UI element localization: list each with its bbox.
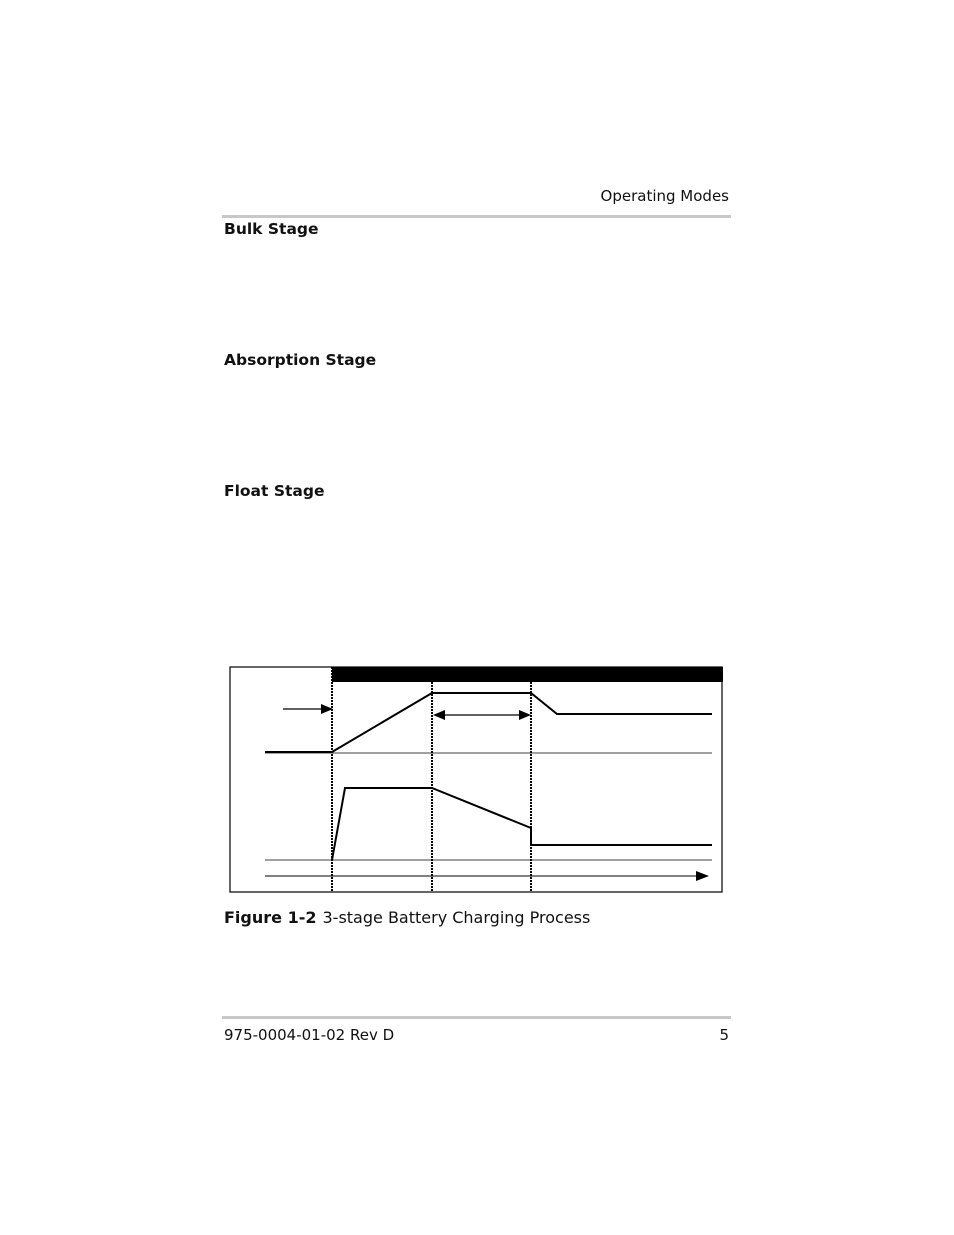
header-rule — [222, 215, 731, 218]
section-heading-absorption: Absorption Stage — [224, 351, 377, 369]
figure-caption-text: 3-stage Battery Charging Process — [322, 908, 591, 927]
stage-header-band — [332, 667, 723, 682]
time-axis-arrow-head — [696, 871, 709, 881]
figure-caption — [224, 908, 590, 927]
charging-process-diagram — [229, 666, 724, 894]
page-number: 5 — [719, 1026, 729, 1044]
footer-rule — [222, 1016, 731, 1019]
diagram-frame — [230, 667, 722, 892]
document-number: 975-0004-01-02 Rev D — [224, 1026, 395, 1044]
section-heading-float: Float Stage — [224, 482, 325, 500]
figure-label: Figure 1-2 — [224, 908, 317, 927]
duration-arrow-right-head — [519, 710, 531, 720]
current-curve — [332, 788, 712, 860]
duration-arrow-left-head — [433, 710, 445, 720]
section-heading-bulk: Bulk Stage — [224, 220, 319, 238]
running-header: Operating Modes — [600, 187, 729, 205]
